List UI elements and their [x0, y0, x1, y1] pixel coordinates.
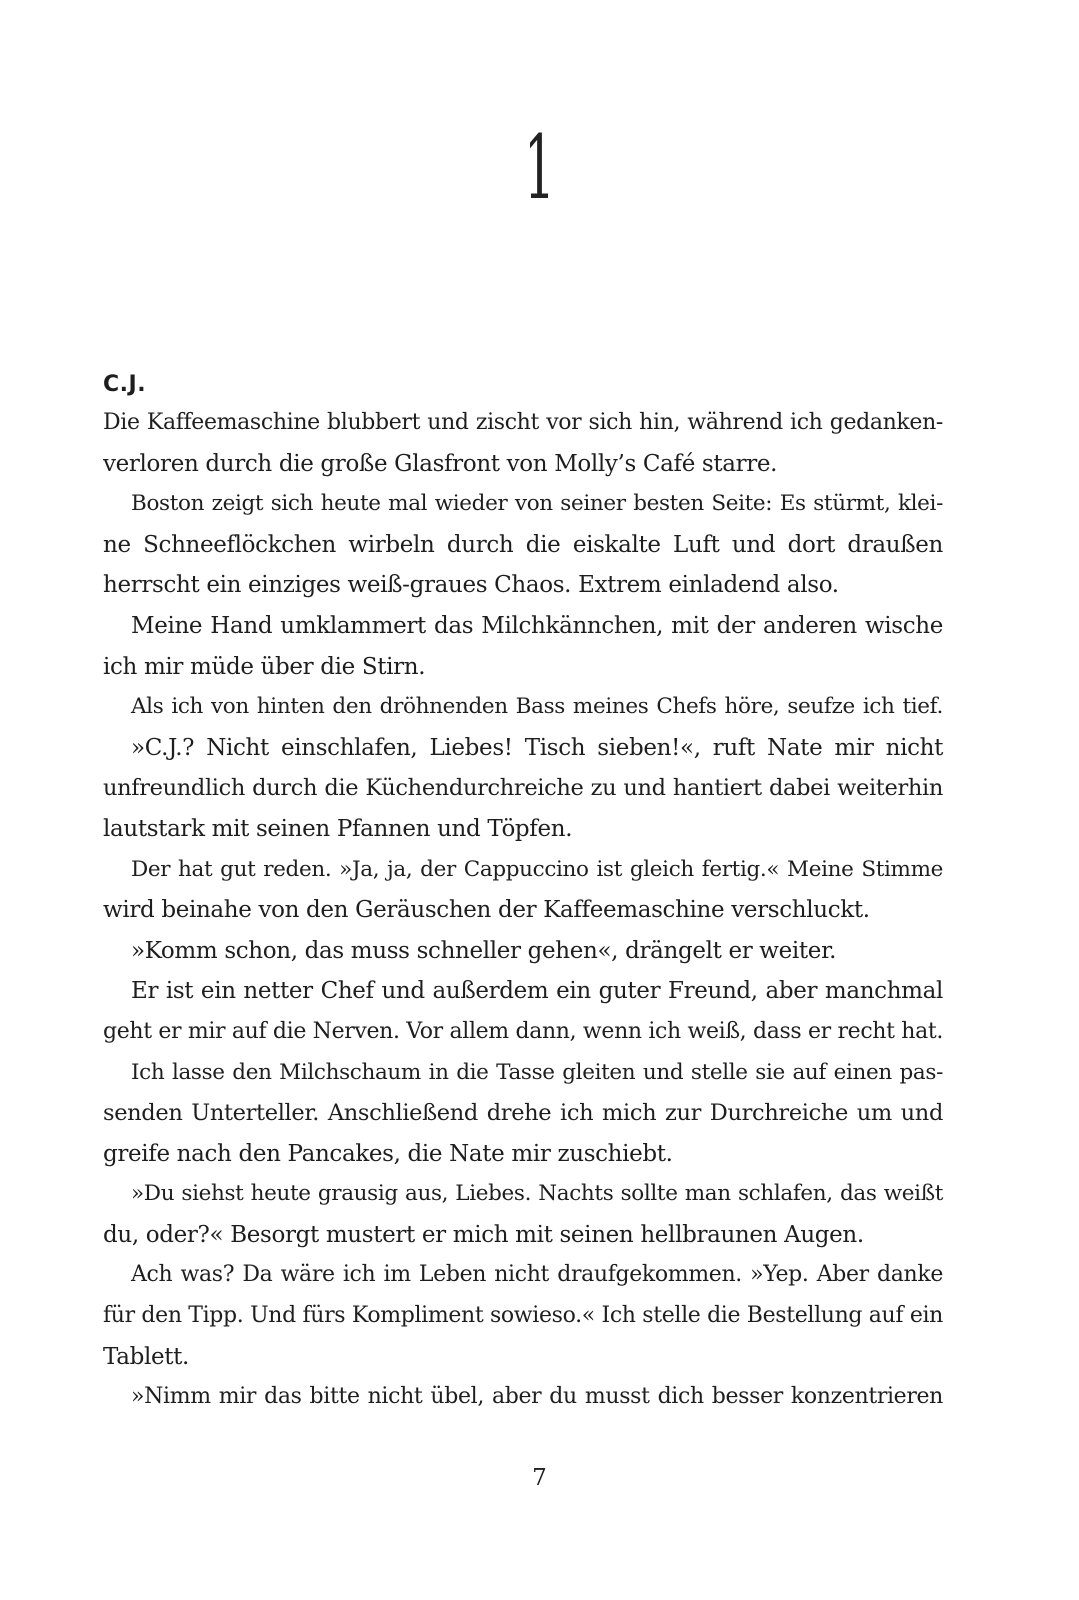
text-line: ich mir müde über die Stirn.	[103, 653, 426, 680]
chapter-number: 1	[524, 116, 555, 219]
text-line: »C.J.? Nicht einschlafen, Liebes! Tisch sieben!«, ruft Nate mir nicht	[131, 734, 943, 761]
text-line: herrscht ein einziges weiß-graues Chaos. Extrem einladend also.	[103, 572, 839, 599]
text-line: »Du siehst heute grausig aus, Liebes. Nachts sollte man schlafen, das weißt	[131, 1181, 943, 1207]
text-line: wird beinahe von den Geräuschen der Kaffeemaschine verschluckt.	[103, 897, 870, 924]
text-line: senden Unterteller. Anschließend drehe ich mich zur Durchreiche um und	[103, 1100, 943, 1127]
text-line: unfreundlich durch die Küchendurchreiche zu und hantiert dabei weiterhin	[103, 775, 943, 802]
text-line: Der hat gut reden. »Ja, ja, der Cappuccino ist gleich fertig.« Meine Stimme	[131, 856, 943, 882]
body-text	[103, 403, 943, 1418]
text-line: Er ist ein netter Chef und außerdem ein guter Freund, aber manchmal	[131, 978, 943, 1005]
text-line: Boston zeigt sich heute mal wieder von seiner besten Seite: Es stürmt, klei-	[131, 491, 943, 517]
page-number: 7	[532, 1465, 547, 1491]
text-line: »Komm schon, das muss schneller gehen«, drängelt er weiter.	[131, 937, 837, 964]
text-line: Ich lasse den Milchschaum in die Tasse gleiten und stelle sie auf einen pas-	[131, 1059, 943, 1085]
text-line: Tablett.	[103, 1343, 189, 1370]
text-line: »Nimm mir das bitte nicht übel, aber du musst dich besser konzentrieren	[131, 1384, 943, 1410]
text-line: greife nach den Pancakes, die Nate mir zuschiebt.	[103, 1140, 673, 1167]
text-line: für den Tipp. Und fürs Kompliment sowieso.« Ich stelle die Bestellung auf ein	[103, 1303, 943, 1329]
pov-label: C.J.	[103, 372, 147, 397]
text-line: ne Schneeflöckchen wirbeln durch die eiskalte Luft und dort draußen	[103, 531, 943, 558]
text-line: Die Kaffeemaschine blubbert und zischt vor sich hin, während ich gedanken-	[103, 410, 943, 435]
text-line: Als ich von hinten den dröhnenden Bass meines Chefs höre, seufze ich tief.	[131, 694, 943, 720]
text-line: verloren durch die große Glasfront von Molly’s Café starre.	[103, 450, 778, 477]
text-line: geht er mir auf die Nerven. Vor allem dann, wenn ich weiß, dass er recht hat.	[103, 1018, 943, 1044]
text-line: du, oder?« Besorgt mustert er mich mit seinen hellbraunen Augen.	[103, 1221, 864, 1248]
text-line: lautstark mit seinen Pfannen und Töpfen.	[103, 815, 573, 842]
text-line: Ach was? Da wäre ich im Leben nicht draufgekommen. »Yep. Aber danke	[131, 1262, 943, 1288]
text-line: Meine Hand umklammert das Milchkännchen, mit der anderen wische	[131, 612, 943, 639]
